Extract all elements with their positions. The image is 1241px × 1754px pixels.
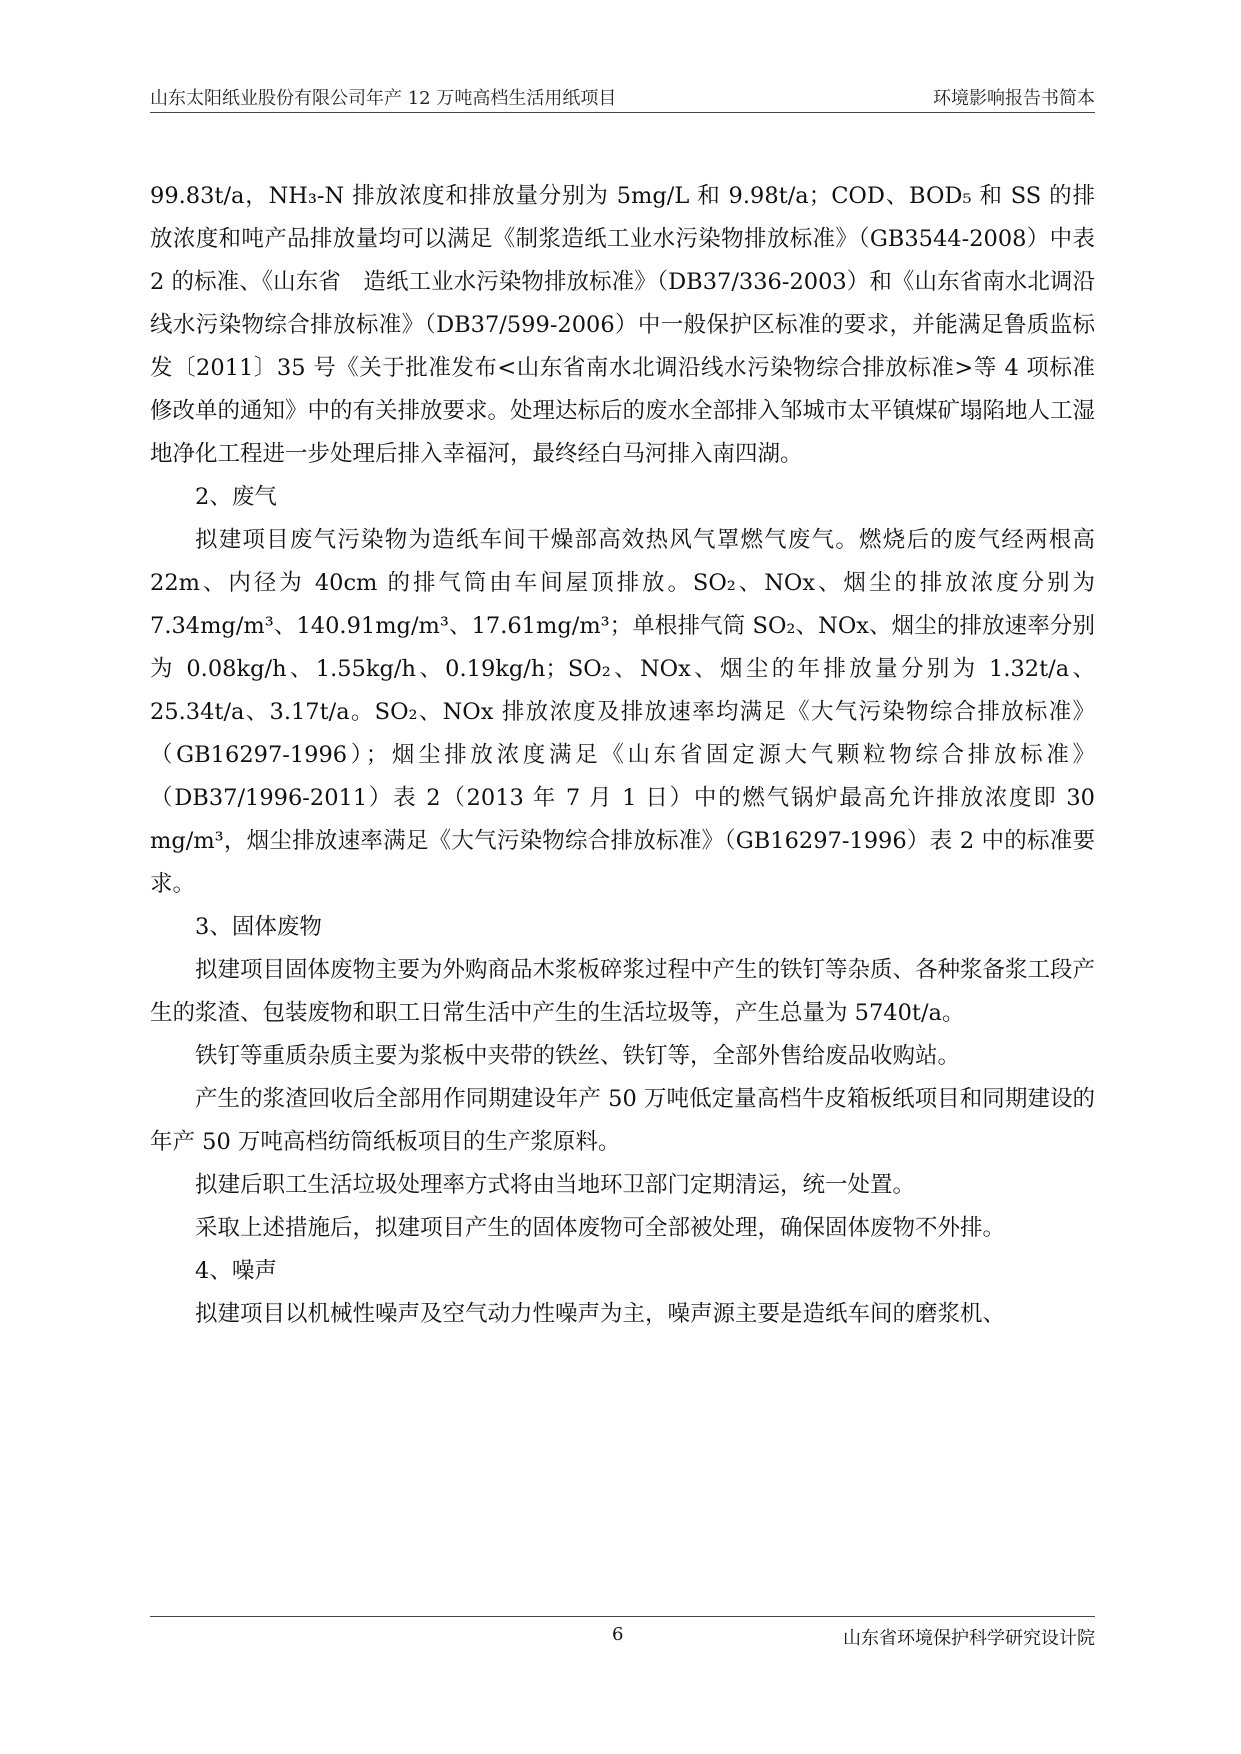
section-heading-solid-waste: 3、固体废物 xyxy=(195,914,322,940)
header-document-type: 环境影响报告书简本 xyxy=(933,88,1095,109)
paragraph-solid-waste-conclusion: 采取上述措施后，拟建项目产生的固体废物可全部被处理，确保固体废物不外排。 xyxy=(195,1215,1006,1241)
footer-divider xyxy=(150,1616,1095,1617)
paragraph-exhaust-gas: 拟建项目废气污染物为造纸车间干燥部高效热风气罩燃气废气。燃烧后的废气经两根高 22m、内径为 40cm 的排气筒由车间屋顶排放。SO₂、NOx、烟尘的排放浓度分别为 7.34mg/m³、140.91mg/m³、17.61mg/m³；单根排气筒 SO₂、NOx、烟尘的排放速率分别为 0.08kg/h、1.55kg/h、0.19kg/h；SO₂、NOx、烟尘的年排放量分别为 1.32t/a、25.34t/a、3.17t/a。SO₂、NOx 排放浓度及排放速率均满足《大气污染物综合排放标准》（GB16297-1996）；烟尘排放浓度满足《山东省固定源大气颗粒物综合排放标准》（DB37/1996-2011）表 2（2013 年 7 月 1 日）中的燃气锅炉最高允许排放浓度即 30 mg/m³，烟尘排放速率满足《大气污染物综合排放标准》（GB16297-1996）表 2 中的标准要求。 xyxy=(150,527,1095,897)
header-project-title: 山东太阳纸业股份有限公司年产 12 万吨高档生活用纸项目 xyxy=(150,88,617,109)
paragraph-solid-waste-sources: 拟建项目固体废物主要为外购商品木浆板碎浆过程中产生的铁钉等杂质、各种浆备浆工段产生的浆渣、包装废物和职工日常生活中产生的生活垃圾等，产生总量为 5740t/a。 xyxy=(150,957,1096,1026)
document-body xyxy=(150,175,1095,1336)
paragraph-domestic-waste: 拟建后职工生活垃圾处理率方式将由当地环卫部门定期清运，统一处置。 xyxy=(195,1172,916,1198)
paragraph-iron-nails: 铁钉等重质杂质主要为浆板中夹带的铁丝、铁钉等，全部外售给废品收购站。 xyxy=(195,1043,961,1069)
section-heading-exhaust-gas: 2、废气 xyxy=(195,484,277,510)
paragraph-wastewater-continued: 99.83t/a，NH₃-N 排放浓度和排放量分别为 5mg/L 和 9.98t/a；COD、BOD₅ 和 SS 的排放浓度和吨产品排放量均可以满足《制浆造纸工业水污染物排放标准》（GB3544-2008）中表 2 的标准、《山东省 造纸工业水污染物排放标准》（DB37/336-2003）和《山东省南水北调沿线水污染物综合排放标准》（DB37/599-2006）中一般保护区标准的要求，并能满足鲁质监标发〔2011〕35 号《关于批准发布<山东省南水北调沿线水污染物综合排放标准>等 4 项标准修改单的通知》中的有关排放要求。处理达标后的废水全部排入邹城市太平镇煤矿塌陷地人工湿地净化工程进一步处理后排入幸福河，最终经白马河排入南四湖。 xyxy=(150,183,1096,467)
paragraph-noise: 拟建项目以机械性噪声及空气动力性噪声为主，噪声源主要是造纸车间的磨浆机、 xyxy=(195,1301,1006,1327)
running-header xyxy=(150,76,1095,113)
paragraph-pulp-residue: 产生的浆渣回收后全部用作同期建设年产 50 万吨低定量高档牛皮箱板纸项目和同期建设的年产 50 万吨高档纺筒纸板项目的生产浆原料。 xyxy=(150,1086,1095,1155)
footer-organization: 山东省环境保护科学研究设计院 xyxy=(843,1628,1095,1649)
section-heading-noise: 4、噪声 xyxy=(195,1258,277,1284)
page-number: 6 xyxy=(612,1624,624,1645)
